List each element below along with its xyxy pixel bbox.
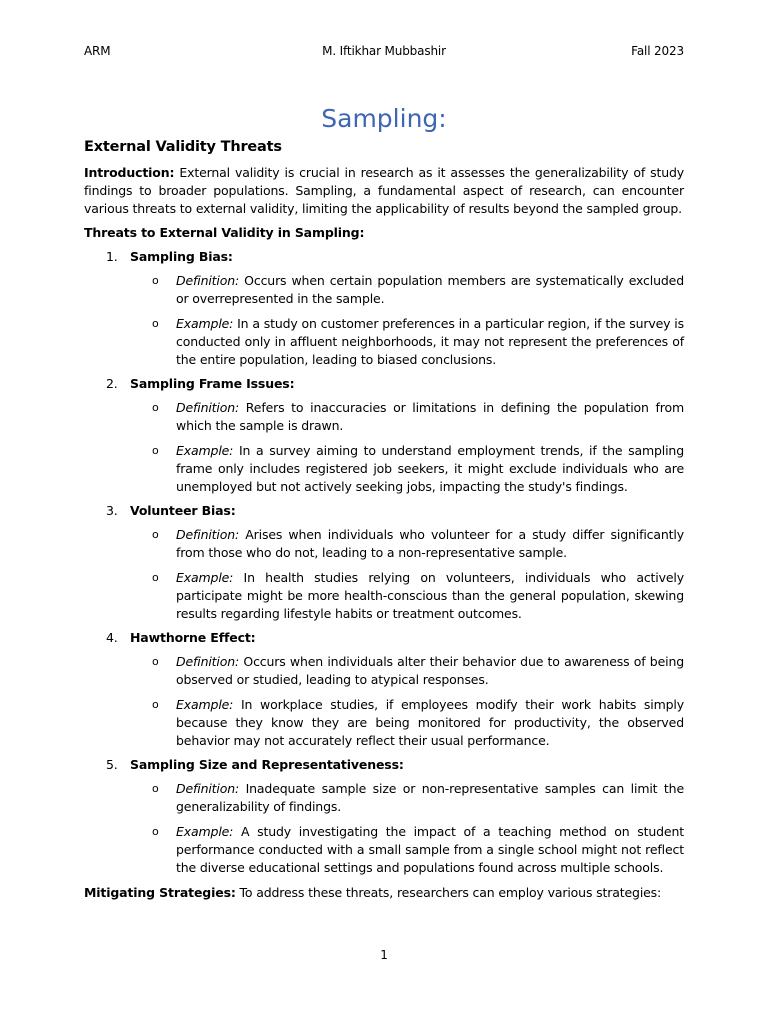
section-heading: External Validity Threats: [84, 139, 282, 155]
definition-text: Refers to inaccuracies or limitations in defining the population from which the sample is drawn.: [176, 400, 684, 433]
definition-text: Inadequate sample size or non-representative samples can limit the generalizability of findings.: [176, 781, 684, 814]
circle-bullet-icon: o: [152, 444, 159, 457]
threat-number: 5.: [106, 757, 118, 772]
example-label: Example:: [176, 316, 234, 331]
document-body: [84, 138, 684, 902]
example-text: A study investigating the impact of a teaching method on student performance conducted with a small sample from a single school might not reflect the diverse educational settings and populations found across multiple schools.: [176, 824, 684, 875]
threat-heading: [84, 248, 684, 266]
page-number: 1: [380, 948, 388, 962]
definition-text: Occurs when certain population members are systematically excluded or overrepresented in the sample.: [176, 273, 684, 306]
threat-number: 2.: [106, 376, 118, 391]
threat-item: [84, 248, 684, 369]
example-label: Example:: [176, 570, 234, 585]
mitigating-paragraph: [84, 884, 684, 902]
definition-item: [84, 653, 684, 689]
page-header: [84, 44, 684, 60]
threat-heading: [84, 629, 684, 647]
definition-text: Arises when individuals who volunteer for a study differ significantly from those who do not, leading to a non-representative sample.: [176, 527, 684, 560]
definition-text: Occurs when individuals alter their behavior due to awareness of being observed or studied, leading to atypical responses.: [176, 654, 684, 687]
threat-title: Sampling Bias:: [130, 249, 233, 264]
definition-label: Definition:: [176, 781, 240, 796]
definition-item: [84, 399, 684, 435]
intro-paragraph: [84, 164, 684, 218]
threat-number: 3.: [106, 503, 118, 518]
intro-text: External validity is crucial in research as it assesses the generalizability of study findings to broader populations. Sampling, a fundamental aspect of research, can encounter various threats to external validity, limiting the applicability of results beyond the sampled group.: [84, 165, 684, 216]
page-title: Sampling:: [321, 104, 447, 133]
threat-item: [84, 756, 684, 877]
definition-item: [84, 272, 684, 308]
threat-item: [84, 629, 684, 750]
definition-label: Definition:: [176, 527, 240, 542]
header-course: ARM: [84, 44, 111, 58]
circle-bullet-icon: o: [152, 825, 159, 838]
example-item: [84, 696, 684, 750]
example-text: In a survey aiming to understand employment trends, if the sampling frame only includes registered job seekers, it might exclude individuals who are unemployed but not actively seeking jobs, impacting the study's findings.: [176, 443, 684, 494]
header-author: M. Iftikhar Mubbashir: [322, 44, 446, 58]
threat-item: [84, 375, 684, 496]
definition-label: Definition:: [176, 273, 240, 288]
circle-bullet-icon: o: [152, 317, 159, 330]
example-item: [84, 315, 684, 369]
example-item: [84, 823, 684, 877]
mitigating-label: Mitigating Strategies:: [84, 885, 236, 900]
mitigating-text: To address these threats, researchers can employ various strategies:: [235, 885, 662, 900]
circle-bullet-icon: o: [152, 782, 159, 795]
circle-bullet-icon: o: [152, 401, 159, 414]
threat-title: Sampling Frame Issues:: [130, 376, 295, 391]
threats-heading: Threats to External Validity in Sampling:: [84, 225, 365, 240]
threat-title: Sampling Size and Representativeness:: [130, 757, 404, 772]
circle-bullet-icon: o: [152, 528, 159, 541]
example-text: In health studies relying on volunteers, individuals who actively participate might be more health-conscious than the general population, skewing results regarding lifestyle habits or treatment outcomes.: [176, 570, 684, 621]
example-text: In a study on customer preferences in a particular region, if the survey is conducted only in affluent neighborhoods, it may not represent the preferences of the entire population, leading to biased conclusions.: [176, 316, 684, 367]
circle-bullet-icon: o: [152, 698, 159, 711]
definition-label: Definition:: [176, 400, 240, 415]
definition-label: Definition:: [176, 654, 240, 669]
circle-bullet-icon: o: [152, 655, 159, 668]
intro-label: Introduction:: [84, 165, 175, 180]
definition-item: [84, 780, 684, 816]
threat-number: 4.: [106, 630, 118, 645]
definition-item: [84, 526, 684, 562]
example-label: Example:: [176, 697, 234, 712]
example-text: In workplace studies, if employees modify their work habits simply because they know they are being monitored for productivity, the observed behavior may not accurately reflect their usual performance.: [176, 697, 684, 748]
threat-item: [84, 502, 684, 623]
threat-title: Hawthorne Effect:: [130, 630, 256, 645]
example-label: Example:: [176, 443, 234, 458]
threat-heading: [84, 375, 684, 393]
example-item: [84, 569, 684, 623]
threat-number: 1.: [106, 249, 118, 264]
example-label: Example:: [176, 824, 234, 839]
threat-heading: [84, 502, 684, 520]
circle-bullet-icon: o: [152, 571, 159, 584]
threat-title: Volunteer Bias:: [130, 503, 236, 518]
example-item: [84, 442, 684, 496]
circle-bullet-icon: o: [152, 274, 159, 287]
header-term: Fall 2023: [631, 44, 684, 58]
threat-heading: [84, 756, 684, 774]
